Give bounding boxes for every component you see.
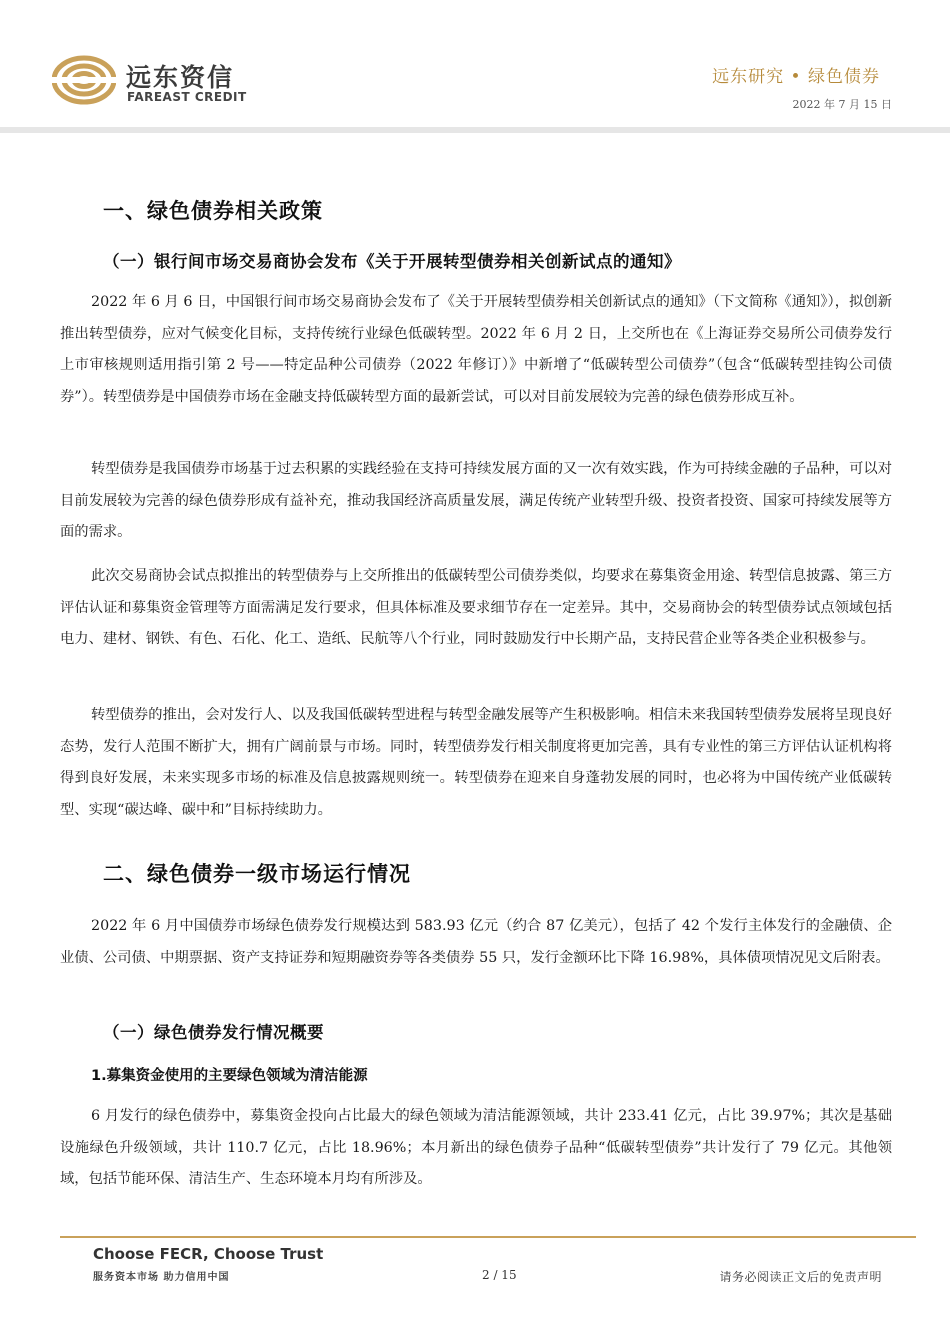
- section-2-subheading-1: （一）绿色债券发行情况概要: [103, 1023, 324, 1042]
- paragraph-6: 6 月发行的绿色债券中，募集资金投向占比最大的绿色领域为清洁能源领域，共计 233.41 亿元，占比 39.97%；其次是基础设施绿色升级领域，共计 110.7 亿元，占比 18.96%；本月新出的绿色债券子品种“低碳转型债券”共计发行了 79 亿元。其他领域，包括节能环保、清洁生产、生态环境本月均有所涉及。: [60, 1108, 892, 1187]
- section-1-heading: 一、绿色债券相关政策: [103, 199, 323, 223]
- header-divider: [0, 127, 950, 133]
- fareast-credit-logo: [52, 55, 352, 115]
- page-footer: [0, 1228, 950, 1344]
- logo-chinese-name: 远东资信: [126, 63, 235, 92]
- logo-english-name: FAREAST CREDIT: [127, 90, 247, 104]
- page-header: [0, 0, 950, 135]
- paragraph-4: 转型债券的推出，会对发行人、以及我国低碳转型进程与转型金融发展等产生积极影响。相信未来我国转型债券发展将呈现良好态势，发行人范围不断扩大，拥有广阔前景与市场。同时，转型债券发行相关制度将更加完善，具有专业性的第三方评估认证机构将得到良好发展，未来实现多市场的标准及信息披露规则统一。转型债券在迎来自身蓬勃发展的同时，也必将为中国传统产业低碳转型、实现“碳达峰、碳中和”目标持续助力。: [60, 707, 892, 818]
- footer-disclaimer: 请务必阅读正文后的免责声明: [719, 1270, 882, 1284]
- section-1-subheading-1: （一）银行间市场交易商协会发布《关于开展转型债券相关创新试点的通知》: [103, 252, 681, 271]
- paragraph-2: 转型债券是我国债券市场基于过去积累的实践经验在支持可持续发展方面的又一次有效实践，作为可持续金融的子品种，可以对目前发展较为完善的绿色债券形成有益补充，推动我国经济高质量发展，满足传统产业转型升级、投资者投资、国家可持续发展等方面的需求。: [60, 461, 892, 540]
- footer-slogan: Choose FECR, Choose Trust: [93, 1245, 324, 1263]
- report-date: 2022 年 7 月 15 日: [792, 98, 892, 111]
- paragraph-3: 此次交易商协会试点拟推出的转型债券与上交所推出的低碳转型公司债券类似，均要求在募集资金用途、转型信息披露、第三方评估认证和募集资金管理等方面需满足发行要求，但具体标准及要求细节存在一定差异。其中，交易商协会的转型债券试点领域包括电力、建材、钢铁、有色、石化、化工、造纸、民航等八个行业，同时鼓励发行中长期产品，支持民营企业等各类企业积极参与。: [60, 568, 892, 647]
- report-series-title: 远东研究 • 绿色债券: [712, 67, 880, 87]
- footer-divider: [60, 1236, 916, 1238]
- section-2-subheading-1-1: 1.募集资金使用的主要绿色领域为清洁能源: [91, 1068, 368, 1084]
- paragraph-5: 2022 年 6 月中国债券市场绿色债券发行规模达到 583.93 亿元（约合 87 亿美元），包括了 42 个发行主体发行的金融债、企业债、公司债、中期票据、资产支持证券和短期融资券等各类债券 55 只，发行金额环比下降 16.98%，具体债项情况见文后附表。: [60, 918, 892, 966]
- page-number: 2 / 15: [482, 1268, 517, 1282]
- footer-subtitle: 服务资本市场 助力信用中国: [93, 1272, 230, 1283]
- section-2-heading: 二、绿色债券一级市场运行情况: [103, 862, 411, 886]
- paragraph-1: 2022 年 6 月 6 日，中国银行间市场交易商协会发布了《关于开展转型债券相关创新试点的通知》（下文简称《通知》），拟创新推出转型债券，应对气候变化目标，支持传统行业绿色低碳转型。2022 年 6 月 2 日，上交所也在《上海证券交易所公司债券发行上市审核规则适用指引第 2 号——特定品种公司债券（2022 年修订）》中新增了“低碳转型公司债券”（包含“低碳转型挂钩公司债券”）。转型债券是中国债券市场在金融支持低碳转型方面的最新尝试，可以对目前发展较为完善的绿色债券形成互补。: [60, 294, 892, 405]
- logo-mark-icon: [52, 55, 116, 105]
